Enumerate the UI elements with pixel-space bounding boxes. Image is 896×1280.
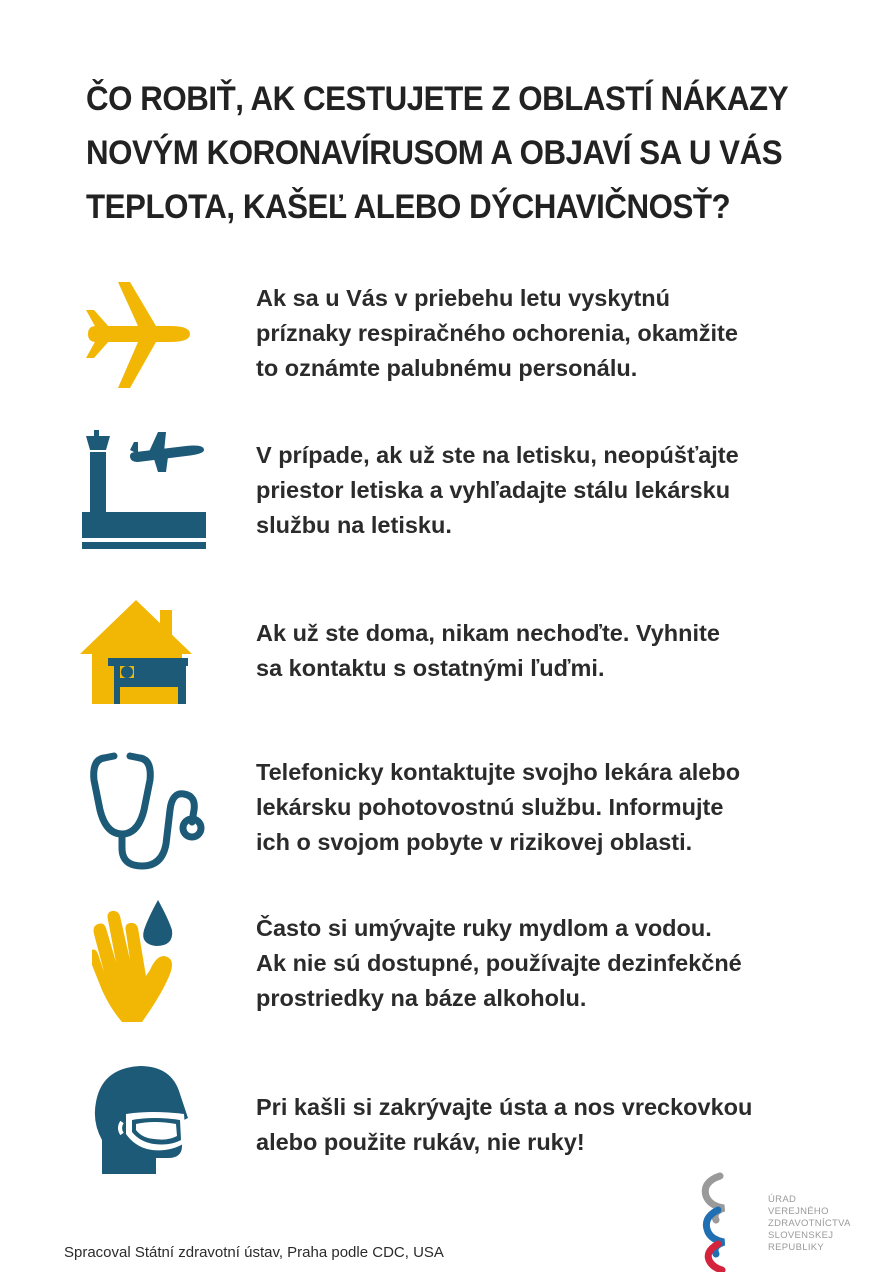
- stethoscope-icon: [86, 752, 210, 872]
- instruction-line: sa kontaktu s ostatnými ľuďmi.: [256, 655, 605, 681]
- instruction-handwashing: [256, 911, 856, 1016]
- instruction-line: to oznámte palubnému personálu.: [256, 355, 638, 381]
- instruction-line: V prípade, ak už ste na letisku, neopúšťajte: [256, 442, 739, 468]
- logo-line: ÚRAD: [768, 1194, 797, 1205]
- instruction-line: príznaky respiračného ochorenia, okamžite: [256, 320, 738, 346]
- title-line-1: ČO ROBIŤ, AK CESTUJETE Z OBLASTÍ NÁKAZY: [86, 80, 789, 118]
- instruction-line: Ak nie sú dostupné, používajte dezinfekčné: [256, 950, 742, 976]
- face-mask-icon: [92, 1062, 192, 1178]
- page-title: [86, 72, 789, 234]
- instruction-line: Ak už ste doma, nikam nechoďte. Vyhnite: [256, 620, 720, 646]
- instruction-line: Telefonicky kontaktujte svojho lekára alebo: [256, 759, 741, 785]
- house-bed-icon: [78, 598, 198, 708]
- logo-line: REPUBLIKY: [768, 1242, 825, 1253]
- instruction-line: alebo použite rukáv, nie ruky!: [256, 1129, 585, 1155]
- instruction-line: prostriedky na báze alkoholu.: [256, 985, 587, 1011]
- airport-tower-icon: [82, 428, 210, 556]
- instruction-cough: [256, 1090, 856, 1160]
- instruction-line: službu na letisku.: [256, 512, 452, 538]
- instruction-line: Často si umývajte ruky mydlom a vodou.: [256, 915, 712, 941]
- instruction-line: Ak sa u Vás v priebehu letu vyskytnú: [256, 285, 671, 311]
- title-line-2: NOVÝM KORONAVÍRUSOM A OBJAVÍ SA U VÁS: [86, 134, 783, 172]
- instruction-line: ich o svojom pobyte v rizikovej oblasti.: [256, 829, 693, 855]
- instruction-doctor: [256, 755, 856, 860]
- logo-line: SLOVENSKEJ: [768, 1230, 834, 1241]
- instruction-home: [256, 616, 856, 686]
- hand-water-drop-icon: [92, 898, 192, 1026]
- logo-line: ZDRAVOTNÍCTVA: [768, 1218, 851, 1229]
- instruction-line: lekársku pohotovostnú službu. Informujte: [256, 794, 724, 820]
- logo-text: [768, 1194, 851, 1254]
- instruction-airport: [256, 438, 856, 543]
- source-credit: Spracoval Státní zdravotní ústav, Praha podle CDC, USA: [64, 1244, 444, 1261]
- instruction-airplane: [256, 281, 856, 386]
- logo-line: VEREJNÉHO: [768, 1206, 829, 1217]
- instruction-line: Pri kašli si zakrývajte ústa a nos vreckovkou: [256, 1094, 753, 1120]
- airplane-icon: [82, 280, 194, 392]
- instruction-line: priestor letiska a vyhľadajte stálu lekársku: [256, 477, 731, 503]
- ministry-logo-icon: [698, 1172, 768, 1272]
- title-line-3: TEPLOTA, KAŠEĽ ALEBO DÝCHAVIČNOSŤ?: [86, 188, 731, 226]
